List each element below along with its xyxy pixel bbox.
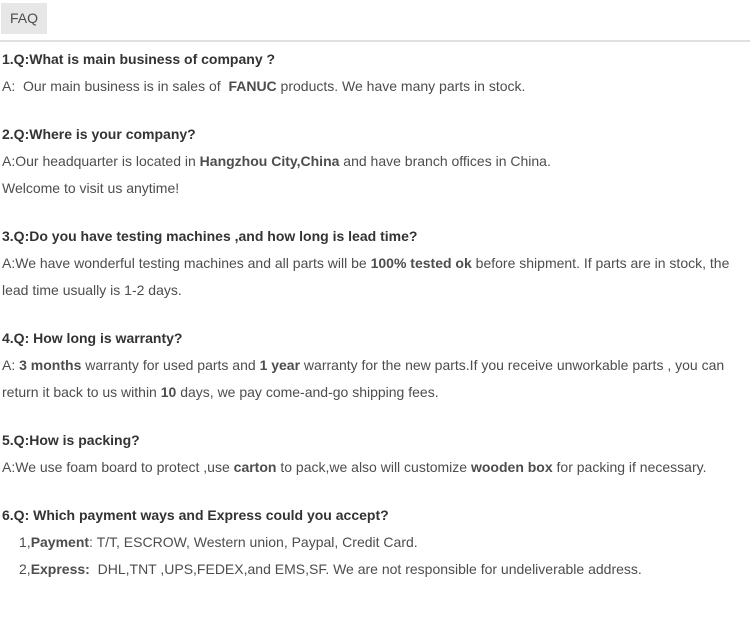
answer-bold-text: 10 bbox=[160, 384, 177, 400]
faq-item bbox=[2, 46, 748, 100]
answer-bold-text: 100% tested ok bbox=[370, 255, 472, 271]
answer-bold-text: Express: bbox=[30, 561, 90, 577]
faq-question: 4.Q: How long is warranty? bbox=[2, 330, 183, 346]
faq-question: 1.Q:What is main business of company ? bbox=[2, 51, 276, 67]
answer-text: A:We use foam board to protect ,use bbox=[2, 459, 234, 475]
answer-text: Welcome to visit us anytime! bbox=[2, 180, 180, 196]
answer-text: A: Our main business is in sales of bbox=[2, 78, 229, 94]
faq-answer-line bbox=[2, 454, 748, 481]
answer-text: DHL,TNT ,UPS,FEDEX,and EMS,SF. We are not responsible for undeliverable address. bbox=[89, 561, 642, 577]
faq-item bbox=[2, 325, 748, 406]
answer-bold-text: carton bbox=[233, 459, 277, 475]
faq-answer-line bbox=[2, 73, 748, 100]
faq-item bbox=[2, 427, 748, 481]
answer-bold-text: FANUC bbox=[228, 78, 277, 94]
answer-text: warranty for the new parts.If you receive unworkable parts , you can return it back to us within bbox=[2, 357, 729, 400]
tab-bar bbox=[0, 0, 750, 34]
answer-text: before shipment. If parts are in stock, the lead time usually is 1-2 days. bbox=[2, 255, 734, 298]
faq-answer-line bbox=[2, 175, 748, 202]
faq-answer-line bbox=[2, 148, 748, 175]
answer-text: for packing if necessary. bbox=[552, 459, 707, 475]
faq-answer-line bbox=[2, 250, 748, 304]
answer-text: 2, bbox=[19, 561, 31, 577]
answer-text: A:We have wonderful testing machines and all parts will be bbox=[2, 255, 371, 271]
answer-text: warranty for used parts and bbox=[81, 357, 260, 373]
answer-bold-text: 1 year bbox=[259, 357, 301, 373]
answer-text: : T/T, ESCROW, Western union, Paypal, Credit Card. bbox=[89, 534, 418, 550]
faq-item bbox=[2, 121, 748, 202]
answer-text: 1, bbox=[19, 534, 31, 550]
faq-content bbox=[0, 42, 750, 583]
faq-question: 3.Q:Do you have testing machines ,and how long is lead time? bbox=[2, 228, 418, 244]
answer-text: A: bbox=[2, 357, 20, 373]
faq-list bbox=[2, 46, 748, 583]
answer-bold-text: wooden box bbox=[470, 459, 553, 475]
faq-question: 6.Q: Which payment ways and Express could you accept? bbox=[2, 507, 389, 523]
faq-question: 2.Q:Where is your company? bbox=[2, 126, 196, 142]
answer-text: days, we pay come-and-go shipping fees. bbox=[176, 384, 439, 400]
faq-answer-line bbox=[2, 352, 748, 406]
answer-bold-text: Payment bbox=[30, 534, 90, 550]
faq-question: 5.Q:How is packing? bbox=[2, 432, 140, 448]
answer-text: A:Our headquarter is located in bbox=[2, 153, 200, 169]
answer-bold-text: Hangzhou City,China bbox=[199, 153, 340, 169]
faq-answer-line bbox=[2, 529, 748, 556]
answer-text: to pack,we also will customize bbox=[276, 459, 471, 475]
faq-answer-line bbox=[2, 556, 748, 583]
answer-text: and have branch offices in China. bbox=[339, 153, 551, 169]
answer-text: products. We have many parts in stock. bbox=[276, 78, 526, 94]
faq-item bbox=[2, 502, 748, 583]
answer-bold-text: 3 months bbox=[19, 357, 82, 373]
tab-faq[interactable]: FAQ bbox=[1, 3, 47, 34]
faq-item bbox=[2, 223, 748, 304]
